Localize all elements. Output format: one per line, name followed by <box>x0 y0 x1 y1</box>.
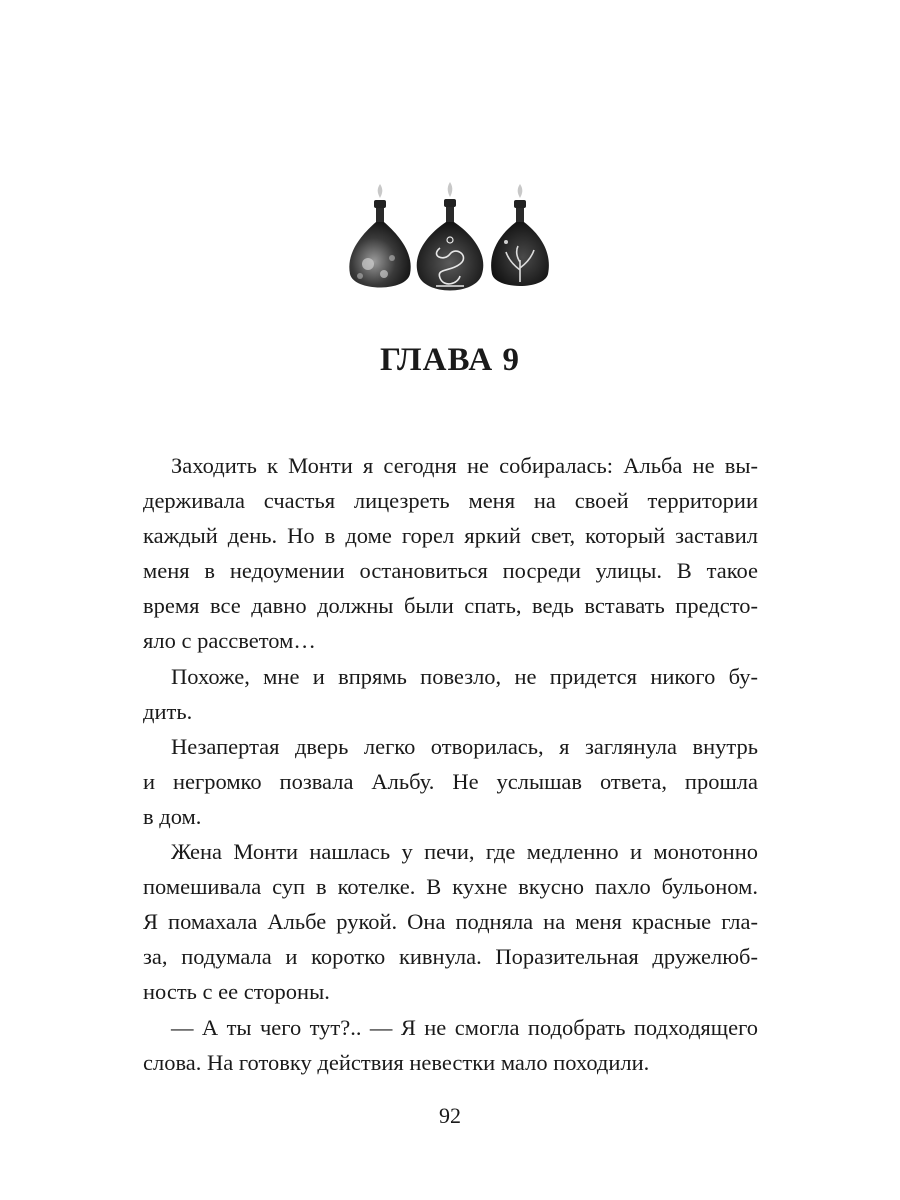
text-line: яло с рассветом… <box>143 628 316 654</box>
three-potion-bottles-icon <box>340 178 560 308</box>
text-line: время все давно должны были спать, ведь вставать предсто- <box>143 593 758 619</box>
text-line: держивала счастья лицезреть меня на своей территории <box>143 488 758 514</box>
text-line: — А ты чего тут?.. — Я не смогла подобрать подходящего <box>171 1014 758 1040</box>
potion-bottle-left-icon <box>349 184 410 288</box>
text-line: ность с ее стороны. <box>143 979 330 1005</box>
chapter-text <box>143 448 758 1080</box>
potion-bottle-right-icon <box>491 184 549 286</box>
text-line: Незапертая дверь легко отворилась, я заглянула внутрь <box>171 733 758 759</box>
text-line: Я помахала Альбе рукой. Она подняла на меня красные гла- <box>143 909 758 935</box>
chapter-title: ГЛАВА 9 <box>380 342 520 378</box>
text-line: в дом. <box>143 803 202 829</box>
potion-bottle-middle-icon <box>417 182 484 291</box>
text-line: Похоже, мне и впрямь повезло, не придется никого бу- <box>171 663 758 689</box>
text-line: дить. <box>143 698 193 724</box>
text-line: и негромко позвала Альбу. Не услышав ответа, прошла <box>143 768 758 794</box>
text-line: слова. На готовку действия невестки мало походили. <box>143 1049 650 1075</box>
text-line: Заходить к Монти я сегодня не собиралась: Альба не вы- <box>171 453 758 478</box>
text-line: за, подумала и коротко кивнула. Поразительная дружелюб- <box>143 944 758 970</box>
text-line: каждый день. Но в доме горел яркий свет, который заставил <box>143 523 758 549</box>
text-line: меня в недоумении остановиться посреди улицы. В такое <box>143 558 758 584</box>
text-line: помешивала суп в котелке. В кухне вкусно пахло бульоном. <box>143 874 758 900</box>
text-line: Жена Монти нашлась у печи, где медленно и монотонно <box>171 839 758 865</box>
page-number: 92 <box>439 1103 461 1128</box>
